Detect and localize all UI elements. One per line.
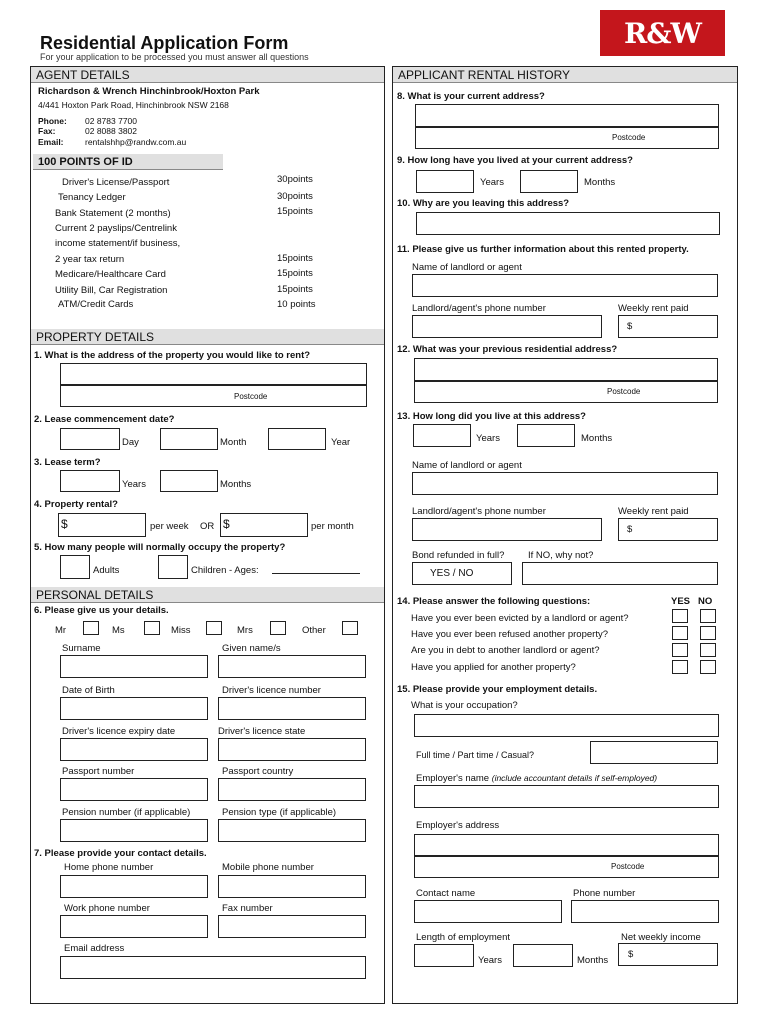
postcode-label: Postcode <box>611 862 645 871</box>
dob-field[interactable] <box>60 697 208 720</box>
passport-number-label: Passport number <box>62 766 135 777</box>
dollar-sign: $ <box>628 949 634 960</box>
employer-postcode-field[interactable] <box>414 856 719 878</box>
previous-postcode-field[interactable] <box>414 381 718 403</box>
current-years-field[interactable] <box>416 170 474 193</box>
landlord-name-field[interactable] <box>412 274 718 297</box>
points-item-label: Utility Bill, Car Registration <box>55 285 168 296</box>
title-miss-checkbox[interactable] <box>206 621 222 635</box>
yes-no-label: YES / NO <box>430 568 474 579</box>
fulltime-label: Full time / Part time / Casual? <box>416 750 535 760</box>
current-address-field[interactable] <box>415 104 719 127</box>
prev-landlord-name-field[interactable] <box>412 472 718 495</box>
licence-state-label: Driver's licence state <box>218 726 306 737</box>
prev-landlord-phone-label: Landlord/agent's phone number <box>412 506 546 517</box>
property-details-heading: PROPERTY DETAILS <box>31 329 384 345</box>
licence-number-field[interactable] <box>218 697 366 720</box>
personal-details-heading: PERSONAL DETAILS <box>31 587 384 603</box>
licence-state-field[interactable] <box>218 738 366 761</box>
agent-email-label: Email: <box>38 137 64 147</box>
prev-landlord-phone-field[interactable] <box>412 518 602 541</box>
children-ages-line[interactable] <box>272 573 360 574</box>
question-4: 4. Property rental? <box>34 499 118 510</box>
title-mr-label: Mr <box>55 625 67 636</box>
dollar-sign: $ <box>627 524 633 535</box>
question-6: 6. Please give us your details. <box>34 605 169 616</box>
agent-address: 4/441 Hoxton Park Road, Hinchinbrook NSW 2168 <box>38 100 229 110</box>
postcode-label: Postcode <box>612 133 646 142</box>
employer-name-label <box>416 773 657 784</box>
q14-item: Have you ever been refused another property? <box>411 629 608 640</box>
q14-yes-checkbox[interactable] <box>672 660 688 674</box>
title-ms-label: Ms <box>112 625 125 636</box>
passport-country-label: Passport country <box>222 766 294 777</box>
dollar-sign: $ <box>223 517 230 531</box>
property-address-field[interactable] <box>60 363 367 385</box>
title-ms-checkbox[interactable] <box>144 621 160 635</box>
mobile-phone-label: Mobile phone number <box>222 862 314 873</box>
passport-number-field[interactable] <box>60 778 208 801</box>
landlord-phone-field[interactable] <box>412 315 602 338</box>
employer-name-note: (include accountant details if self-employed) <box>491 773 658 783</box>
previous-address-field[interactable] <box>414 358 718 381</box>
question-11: 11. Please give us further information about this rented property. <box>397 244 689 255</box>
if-no-label: If NO, why not? <box>528 550 594 561</box>
lease-day-field[interactable] <box>60 428 120 450</box>
yes-header: YES <box>671 596 691 607</box>
q14-no-checkbox[interactable] <box>700 626 716 640</box>
title-mrs-checkbox[interactable] <box>270 621 286 635</box>
years-label: Years <box>478 955 502 966</box>
previous-months-field[interactable] <box>517 424 575 447</box>
agent-phone-label: Phone: <box>38 116 67 126</box>
no-header: NO <box>698 596 713 607</box>
employer-address-field[interactable] <box>414 834 719 856</box>
agent-fax: 02 8088 3802 <box>85 126 137 136</box>
agent-fax-label: Fax: <box>38 126 56 136</box>
pension-number-field[interactable] <box>60 819 208 842</box>
question-1: 1. What is the address of the property you would like to rent? <box>34 350 311 361</box>
points-item-label: income statement/if business, <box>55 238 181 249</box>
day-label: Day <box>122 437 139 448</box>
page-title: Residential Application Form <box>40 33 289 53</box>
per-month-label: per month <box>311 521 354 532</box>
months-label: Months <box>577 955 609 966</box>
adults-label: Adults <box>93 565 120 576</box>
points-item-value: 15points <box>277 268 313 279</box>
points-item-label: Current 2 payslips/Centrelink <box>55 223 177 234</box>
bond-refund-label: Bond refunded in full? <box>412 550 505 561</box>
prev-weekly-rent-label: Weekly rent paid <box>618 506 689 517</box>
title-miss-label: Miss <box>171 625 191 636</box>
pension-type-label: Pension type (if applicable) <box>222 807 337 818</box>
landlord-phone-label: Landlord/agent's phone number <box>412 303 546 314</box>
licence-expiry-field[interactable] <box>60 738 208 761</box>
question-14: 14. Please answer the following questions: <box>397 596 591 607</box>
title-mr-checkbox[interactable] <box>83 621 99 635</box>
work-phone-label: Work phone number <box>64 903 150 914</box>
points-item-label: Driver's License/Passport <box>62 177 170 188</box>
email-label: Email address <box>64 943 125 954</box>
surname-field[interactable] <box>60 655 208 678</box>
prev-weekly-rent-field[interactable] <box>618 518 718 541</box>
points-item-value: 15points <box>277 284 313 295</box>
points-item-label: Bank Statement (2 months) <box>55 208 171 219</box>
question-7: 7. Please provide your contact details. <box>34 848 207 859</box>
given-name-field[interactable] <box>218 655 366 678</box>
page-subtitle: For your application to be processed you must answer all questions <box>40 52 309 62</box>
previous-years-field[interactable] <box>413 424 471 447</box>
title-other-label: Other <box>302 625 326 636</box>
points-item-label: Medicare/Healthcare Card <box>55 269 166 280</box>
children-field[interactable] <box>158 555 188 579</box>
occupation-field[interactable] <box>414 714 719 737</box>
contact-name-label: Contact name <box>416 888 476 899</box>
adults-field[interactable] <box>60 555 90 579</box>
points-item-value: 15points <box>277 206 313 217</box>
licence-expiry-label: Driver's licence expiry date <box>62 726 176 737</box>
employment-months-field[interactable] <box>513 944 573 967</box>
lease-years-field[interactable] <box>60 470 120 492</box>
prev-landlord-name-label: Name of landlord or agent <box>412 460 522 471</box>
current-months-field[interactable] <box>520 170 578 193</box>
landlord-name-label: Name of landlord or agent <box>412 262 522 273</box>
points-item-value: 30points <box>277 174 313 185</box>
years-label: Years <box>122 479 146 490</box>
q14-no-checkbox[interactable] <box>700 660 716 674</box>
email-field[interactable] <box>60 956 366 979</box>
question-9: 9. How long have you lived at your current address? <box>397 155 633 166</box>
randw-logo <box>600 10 725 56</box>
points-item-value: 30points <box>277 191 313 202</box>
question-12: 12. What was your previous residential address? <box>397 344 618 355</box>
months-label: Months <box>581 433 613 444</box>
question-5: 5. How many people will normally occupy the property? <box>34 542 286 553</box>
q14-yes-checkbox[interactable] <box>672 626 688 640</box>
year-label: Year <box>331 437 351 448</box>
home-phone-field[interactable] <box>60 875 208 898</box>
length-employment-label: Length of employment <box>416 932 511 943</box>
points-item-label: ATM/Credit Cards <box>58 299 134 310</box>
months-label: Months <box>220 479 252 490</box>
weekly-rent-field[interactable] <box>618 315 718 338</box>
per-week-label: per week <box>150 521 189 532</box>
agent-phone: 02 8783 7700 <box>85 116 137 126</box>
bond-reason-field[interactable] <box>522 562 718 585</box>
phone-number-label: Phone number <box>573 888 636 899</box>
q14-item: Have you applied for another property? <box>411 662 576 673</box>
fax-field[interactable] <box>218 915 366 938</box>
employer-address-label: Employer's address <box>416 820 500 831</box>
question-13: 13. How long did you live at this address? <box>397 411 586 422</box>
points-heading: 100 POINTS OF ID <box>33 154 223 170</box>
dollar-sign: $ <box>61 517 68 531</box>
or-label: OR <box>200 521 215 532</box>
months-label: Months <box>584 177 616 188</box>
question-2: 2. Lease commencement date? <box>34 414 175 425</box>
lease-year-field[interactable] <box>268 428 326 450</box>
work-phone-field[interactable] <box>60 915 208 938</box>
question-15: 15. Please provide your employment details. <box>397 684 598 695</box>
q14-no-checkbox[interactable] <box>700 643 716 657</box>
years-label: Years <box>476 433 500 444</box>
rental-history-heading: APPLICANT RENTAL HISTORY <box>393 67 737 83</box>
agent-email: rentalshhp@randw.com.au <box>85 137 187 147</box>
agent-name: Richardson & Wrench Hinchinbrook/Hoxton Park <box>38 86 260 97</box>
postcode-label: Postcode <box>234 392 268 401</box>
q14-no-checkbox[interactable] <box>700 609 716 623</box>
current-postcode-field[interactable] <box>415 127 719 149</box>
lease-month-field[interactable] <box>160 428 218 450</box>
surname-label: Surname <box>62 643 101 654</box>
month-label: Month <box>220 437 247 448</box>
given-name-label: Given name/s <box>222 643 281 654</box>
passport-country-field[interactable] <box>218 778 366 801</box>
postcode-label: Postcode <box>607 387 641 396</box>
question-10: 10. Why are you leaving this address? <box>397 198 570 209</box>
employment-years-field[interactable] <box>414 944 474 967</box>
rent-per-week-field[interactable] <box>58 513 146 537</box>
points-item-value: 15points <box>277 253 313 264</box>
title-mrs-label: Mrs <box>237 625 253 636</box>
employer-phone-field[interactable] <box>571 900 719 923</box>
property-postcode-field[interactable] <box>60 385 367 407</box>
occupation-label: What is your occupation? <box>411 700 518 711</box>
home-phone-label: Home phone number <box>64 862 154 873</box>
leaving-reason-field[interactable] <box>416 212 720 235</box>
q14-item: Have you ever been evicted by a landlord or agent? <box>411 613 629 624</box>
question-8: 8. What is your current address? <box>397 91 545 102</box>
fax-label: Fax number <box>222 903 273 914</box>
contact-name-field[interactable] <box>414 900 562 923</box>
net-income-label: Net weekly income <box>621 932 701 943</box>
title-other-checkbox[interactable] <box>342 621 358 635</box>
weekly-rent-label: Weekly rent paid <box>618 303 689 314</box>
agent-details-heading: AGENT DETAILS <box>31 67 384 83</box>
employer-name-text: Employer's name <box>416 773 490 784</box>
fulltime-field[interactable] <box>590 741 718 764</box>
lease-months-field[interactable] <box>160 470 218 492</box>
q14-yes-checkbox[interactable] <box>672 609 688 623</box>
question-3: 3. Lease term? <box>34 457 101 468</box>
points-item-label: 2 year tax return <box>55 254 125 265</box>
pension-type-field[interactable] <box>218 819 366 842</box>
dollar-sign: $ <box>627 321 633 332</box>
pension-number-label: Pension number (if applicable) <box>62 807 191 818</box>
employer-name-field[interactable] <box>414 785 719 808</box>
points-item-value: 10 points <box>277 299 316 310</box>
q14-item: Are you in debt to another landlord or agent? <box>411 645 600 656</box>
mobile-phone-field[interactable] <box>218 875 366 898</box>
years-label: Years <box>480 177 504 188</box>
dob-label: Date of Birth <box>62 685 115 696</box>
points-item-label: Tenancy Ledger <box>58 192 126 203</box>
licence-number-label: Driver's licence number <box>222 685 321 696</box>
children-label: Children - Ages: <box>191 565 259 576</box>
logo-text: R&W <box>624 16 701 50</box>
rent-per-month-field[interactable] <box>220 513 308 537</box>
q14-yes-checkbox[interactable] <box>672 643 688 657</box>
